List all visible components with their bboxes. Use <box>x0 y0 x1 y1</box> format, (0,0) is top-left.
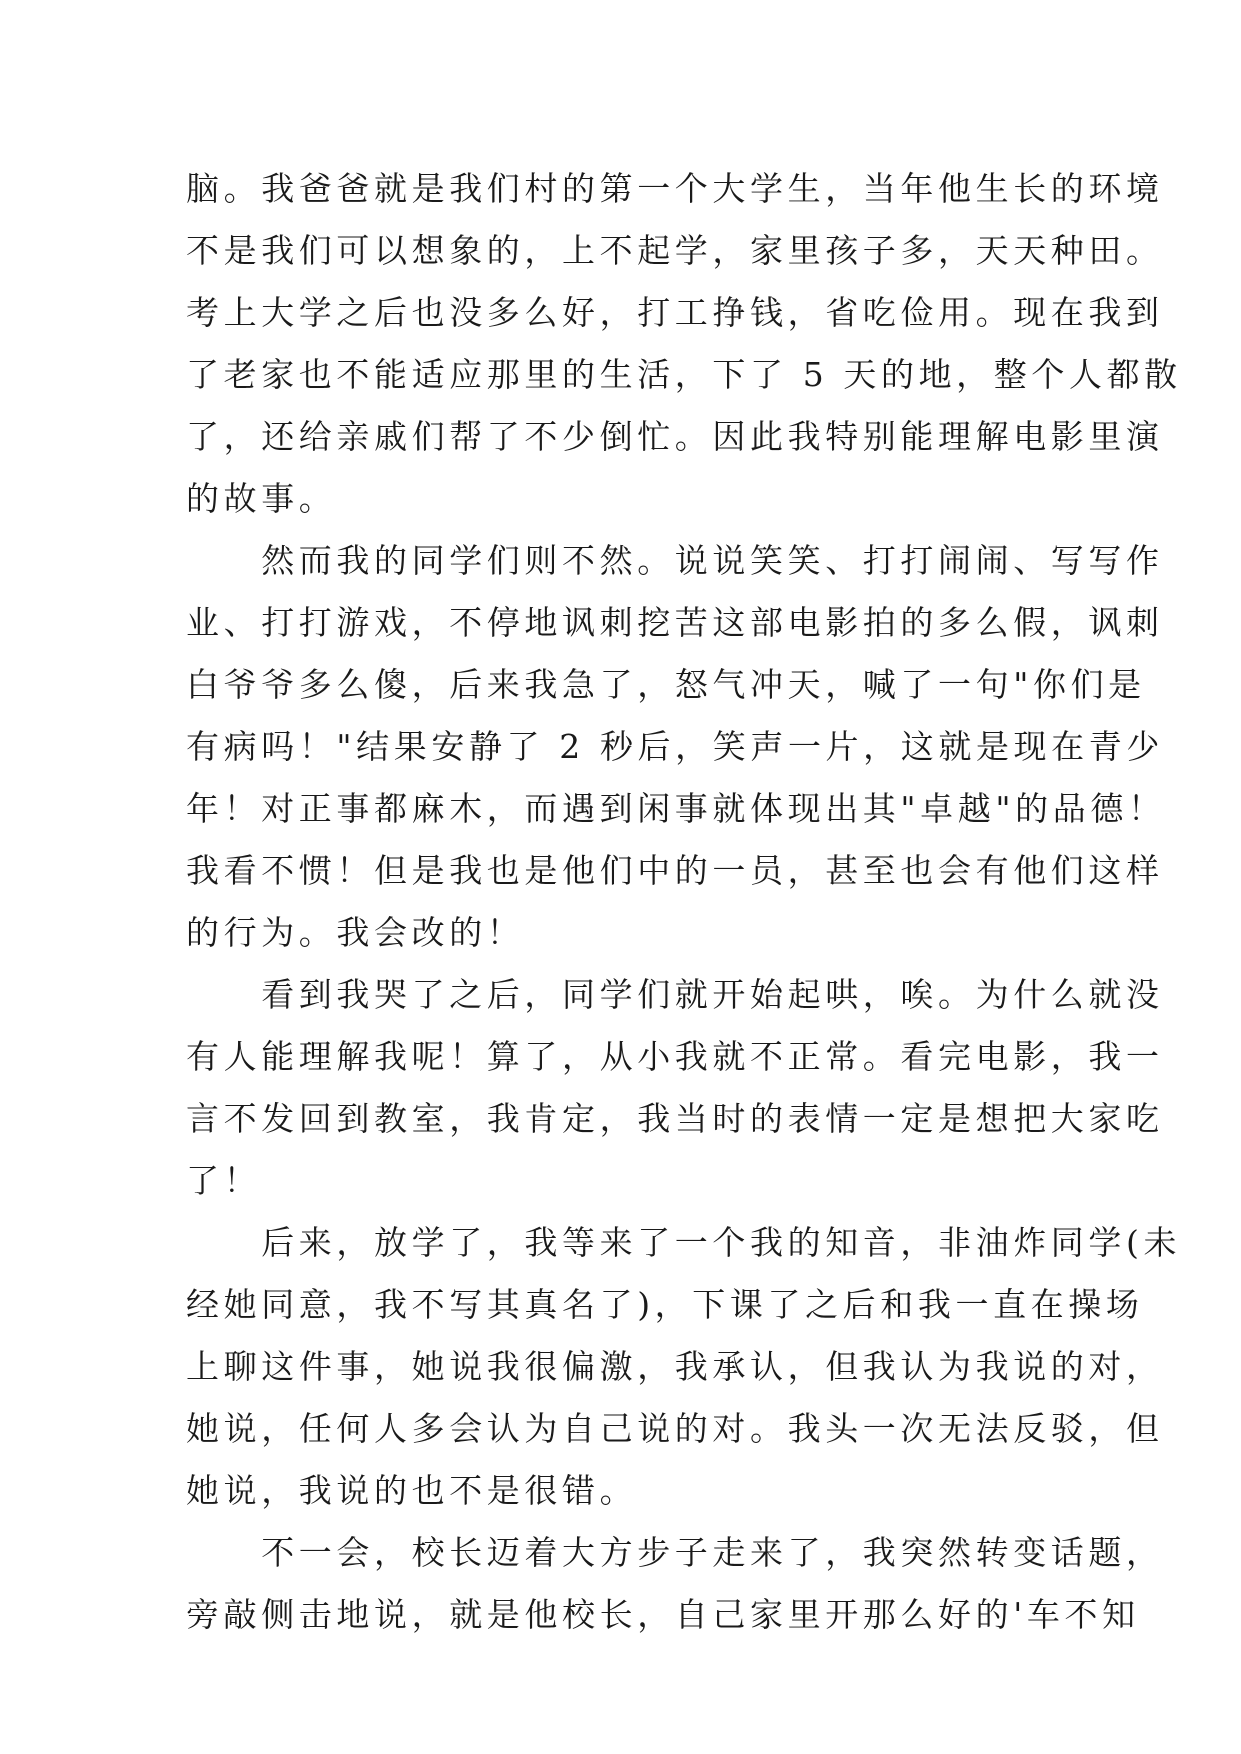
text-line: 了，还给亲戚们帮了不少倒忙。因此我特别能理解电影里演 <box>186 417 1164 456</box>
text-line: 业、打打游戏，不停地讽刺挖苦这部电影拍的多么假，讽刺 <box>186 603 1164 642</box>
text-line: 有病吗！"结果安静了 2 秒后，笑声一片，这就是现在青少 <box>186 727 1164 766</box>
text-line: 年！对正事都麻木，而遇到闲事就体现出其"卓越"的品德！ <box>186 789 1166 828</box>
text-line: 然而我的同学们则不然。说说笑笑、打打闹闹、写写作 <box>186 541 1164 580</box>
text-line: 有人能理解我呢！算了，从小我就不正常。看完电影，我一 <box>186 1037 1164 1076</box>
text-line: 脑。我爸爸就是我们村的第一个大学生，当年他生长的环境 <box>186 169 1164 208</box>
text-line: 我看不惯！但是我也是他们中的一员，甚至也会有他们这样 <box>186 851 1164 890</box>
text-line: 考上大学之后也没多么好，打工挣钱，省吃俭用。现在我到 <box>186 293 1164 332</box>
text-line: 的行为。我会改的！ <box>186 913 525 952</box>
text-line: 的故事。 <box>186 479 337 518</box>
text-line: 了！ <box>186 1161 262 1200</box>
text-line: 上聊这件事，她说我很偏激，我承认，但我认为我说的对， <box>186 1347 1164 1386</box>
text-line: 不一会，校长迈着大方步子走来了，我突然转变话题， <box>186 1533 1164 1572</box>
text-line: 她说，我说的也不是很错。 <box>186 1471 638 1510</box>
text-line: 看到我哭了之后，同学们就开始起哄，唉。为什么就没 <box>186 975 1164 1014</box>
text-line: 了老家也不能适应那里的生活，下了 5 天的地，整个人都散 <box>186 355 1182 394</box>
text-line: 她说，任何人多会认为自己说的对。我头一次无法反驳，但 <box>186 1409 1164 1448</box>
text-line: 不是我们可以想象的，上不起学，家里孩子多，天天种田。 <box>186 231 1164 270</box>
text-line: 白爷爷多么傻，后来我急了，怒气冲天，喊了一句"你们是 <box>186 665 1146 704</box>
text-line: 旁敲侧击地说，就是他校长，自己家里开那么好的'车不知 <box>186 1595 1140 1634</box>
body-text <box>186 158 1182 1646</box>
text-line: 后来，放学了，我等来了一个我的知音，非油炸同学(未 <box>186 1223 1182 1262</box>
text-line: 言不发回到教室，我肯定，我当时的表情一定是想把大家吃 <box>186 1099 1164 1138</box>
text-line: 经她同意，我不写其真名了)，下课了之后和我一直在操场 <box>186 1285 1144 1324</box>
